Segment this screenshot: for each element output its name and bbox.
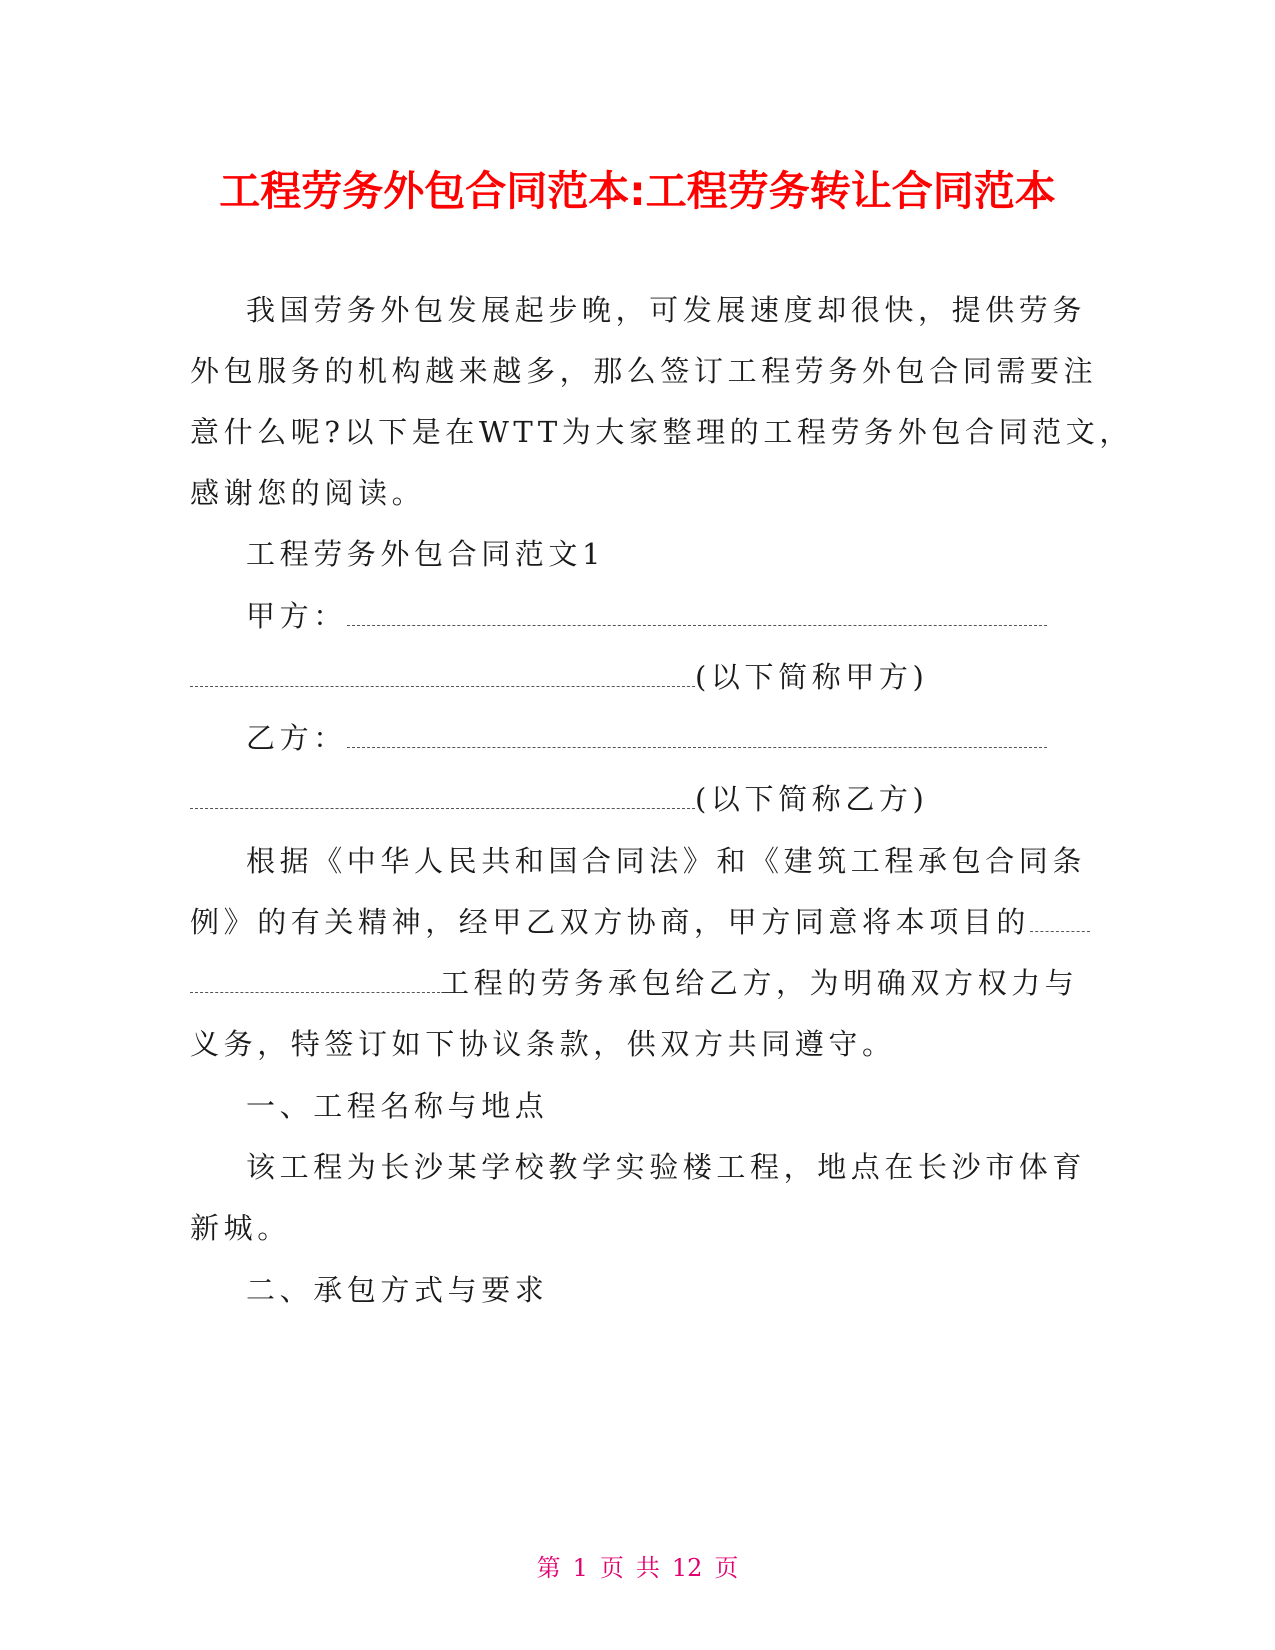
party-b-label: 乙方：: [246, 721, 347, 755]
party-a-line: [246, 596, 1047, 636]
basis-line-3-text: 工程的劳务承包给乙方，为明确双方权力与: [440, 966, 1079, 1000]
footer-page-prefix: 第: [536, 1554, 561, 1582]
project-blank: [1030, 905, 1090, 932]
basis-line-2: [190, 902, 1090, 942]
basis-line-4: 义务，特签订如下协议条款，供双方共同遵守。: [190, 1027, 896, 1061]
section1-line-2: 新城。: [190, 1211, 291, 1245]
party-a-label: 甲方：: [246, 599, 347, 633]
party-a-blank-2: [190, 660, 695, 687]
section2-heading: 二、承包方式与要求: [246, 1273, 549, 1307]
party-b-line-2: [190, 779, 928, 819]
intro-line-1: 我国劳务外包发展起步晚，可发展速度却很快，提供劳务: [246, 293, 1087, 327]
sample-heading: 工程劳务外包合同范文1: [246, 537, 606, 571]
party-b-line: [246, 718, 1047, 758]
intro-line-3: 意什么呢?以下是在WTT为大家整理的工程劳务外包合同范文，: [190, 415, 1133, 449]
footer-total-pages: 12: [671, 1554, 703, 1582]
party-a-blank: [347, 599, 1047, 626]
party-b-blank-2: [190, 782, 695, 809]
section1-line-1: 该工程为长沙某学校教学实验楼工程，地点在长沙市体育: [246, 1150, 1087, 1184]
basis-line-3: [190, 963, 1078, 1003]
footer-total-suffix: 页: [714, 1554, 739, 1582]
party-b-blank: [347, 721, 1047, 748]
footer-page-number: 1: [572, 1554, 588, 1582]
basis-line-2-text: 例》的有关精神，经甲乙双方协商，甲方同意将本项目的: [190, 905, 1031, 939]
document-title: 工程劳务外包合同范本:工程劳务转让合同范本: [219, 167, 1056, 215]
page-footer: [0, 1548, 1275, 1583]
footer-page-mid: 页: [599, 1554, 624, 1582]
party-a-suffix: (以下简称甲方): [695, 660, 929, 694]
intro-line-2: 外包服务的机构越来越多，那么签订工程劳务外包合同需要注: [190, 354, 1098, 388]
project-blank-2: [190, 966, 440, 993]
intro-line-4: 感谢您的阅读。: [190, 476, 426, 510]
party-a-line-2: [190, 657, 928, 697]
section1-heading: 一、工程名称与地点: [246, 1089, 549, 1123]
footer-total-prefix: 共: [635, 1554, 660, 1582]
basis-line-1: 根据《中华人民共和国合同法》和《建筑工程承包合同条: [246, 844, 1087, 878]
party-b-suffix: (以下简称乙方): [695, 782, 929, 816]
